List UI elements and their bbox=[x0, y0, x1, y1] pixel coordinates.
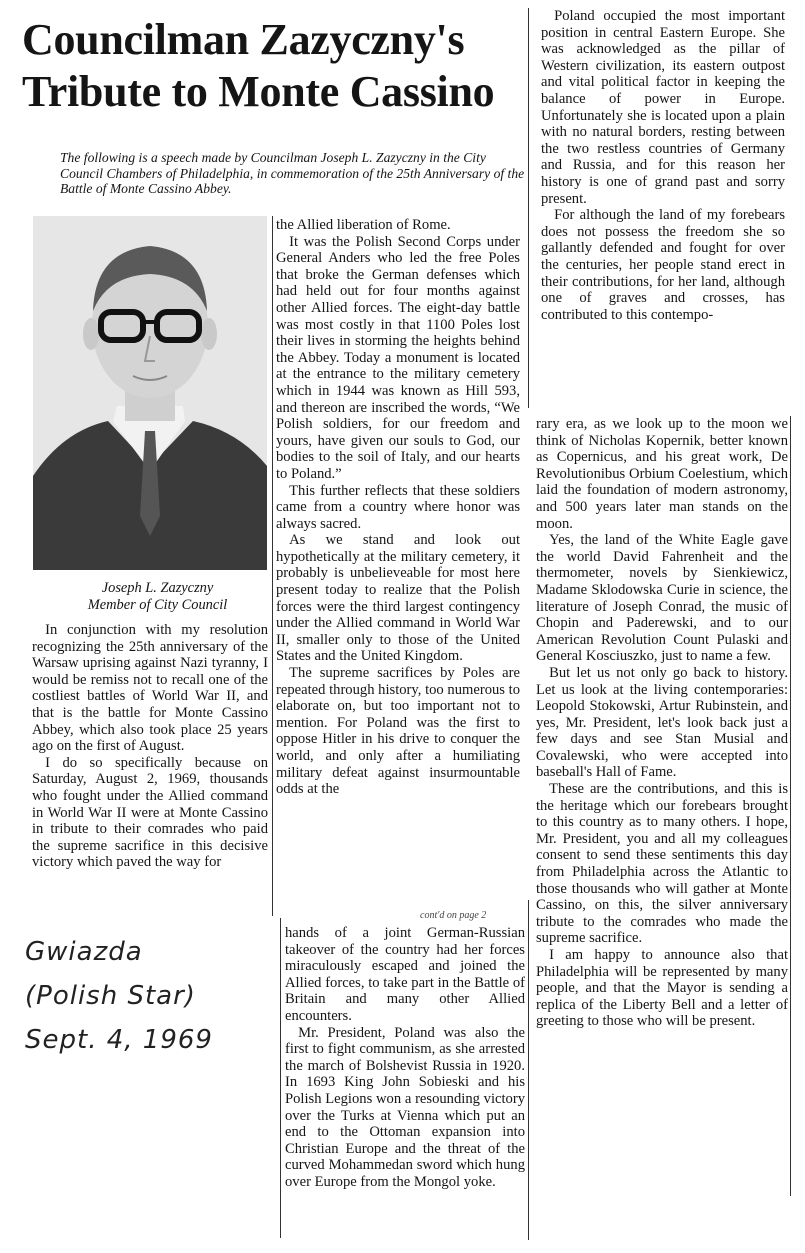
clipping-edge-lower bbox=[280, 918, 281, 1238]
clipping-edge-col-c bbox=[790, 416, 791, 1196]
headline-line-2: Tribute to Monte Cassino bbox=[22, 67, 495, 116]
portrait-photo bbox=[33, 216, 267, 570]
column-b-paragraph: It was the Polish Second Corps under General Anders who led the free Poles that broke the German defenses which had held out for four months against other Allied forces. The eight-day battle was most costly in that 1100 Poles lost their lives in storming the heights behind the Abbey. Today a monument is located at the entrance to the military cemetery which in 1944 was known as Hill 593, and thereon are inscribed the words, “We Polish soldiers, for our freedom and yours, have given our souls to God, our bodies to the soil of Italy, and our hearts to Poland.” bbox=[276, 233, 520, 482]
column-b-lower bbox=[285, 925, 525, 1191]
column-b-paragraph: The supreme sacrifices by Poles are repeated through history, too numerous to elaborate on, but too important not to mention. For Poland was the first to oppose Hitler in his drive to conquer the world, and only after a humiliating military defeat against insurmountable odds at the bbox=[276, 665, 520, 798]
clipping-edge-right bbox=[528, 900, 529, 1240]
column-c-paragraph: For although the land of my forebears does not possess the freedom she so gallantly defended and fought for over the centuries, her people stand erect in their contributions, for her land, although one of graves and crosses, has contributed to this contempo- bbox=[541, 207, 785, 323]
headline-line-1: Councilman Zazyczny's bbox=[22, 15, 465, 64]
intro-paragraph: The following is a speech made by Councilman Joseph L. Zazyczny in the City Council Chambers of Philadelphia, in commemoration of the 25th Anniversary of the Battle of Monte Cassino Abbey. bbox=[60, 150, 525, 196]
column-c-upper bbox=[541, 8, 785, 323]
column-c-lower bbox=[536, 416, 788, 1030]
column-a-paragraph: I do so specifically because on Saturday, August 2, 1969, thousands who fought under the Allied command in World War II were at Monte Cassino in tribute to their comrades who paid the supreme sacrifice in this decisive victory which paved the way for bbox=[32, 754, 268, 871]
caption-name: Joseph L. Zazyczny bbox=[101, 580, 214, 596]
column-b-paragraph: As we stand and look out hypothetically at the military cemetery, it probably is unbelieveable for most here present today to realize that the Polish forces were the third largest contingency under the Allied command in World War II, smaller only to those of the United States and the United Kingdom. bbox=[276, 532, 520, 665]
column-c-lower-paragraph: These are the contributions, and this is the heritage which our forebears brought to this country as to many others. I hope, Mr. President, you and all my colleagues consent to send these sentiments this day from Philadelphia across the Atlantic to those thousands who will gather at Monte Cassino, on this, the silver anniversary tribute to the comrades who made the supreme sacrifice. bbox=[536, 781, 788, 947]
column-b-paragraph: This further reflects that these soldiers came from a country where honor was always sacred. bbox=[276, 482, 520, 532]
column-b-paragraph: the Allied liberation of Rome. bbox=[276, 217, 451, 233]
column-c-lower-paragraph: rary era, as we look up to the moon we think of Nicholas Kopernik, better known as Copernicus, and his great work, De Revolutionibus Orbium Coelestium, which laid the foundation of modern astronomy, and 500 years later man stands on the moon. bbox=[536, 416, 788, 532]
column-rule-right bbox=[528, 8, 529, 408]
caption-title: Member of City Council bbox=[87, 597, 228, 613]
handwritten-note bbox=[25, 930, 255, 1062]
handwritten-line: Sept. 4, 1969 bbox=[25, 1025, 213, 1055]
column-b bbox=[276, 217, 520, 798]
column-rule-middle bbox=[272, 216, 273, 916]
article-headline bbox=[22, 14, 527, 118]
portrait-image bbox=[33, 216, 267, 570]
handwritten-line: (Polish Star) bbox=[25, 981, 196, 1011]
column-b-lower-paragraph: hands of a joint German-Russian takeover of the country had her forces miraculously escaped and joined the Allied forces, to take part in the Battle of Britain and many other Allied encounters. bbox=[285, 925, 525, 1024]
column-b-lower-paragraph: Mr. President, Poland was also the first to fight communism, as she arrested the march of Bolshevist Russia in 1920. In 1693 King John Sobieski and his Polish Legions won a resounding victory over the Turks at Vienna which put an end to the Ottoman expansion into Christian Europe and the threat of the curved Mohammedan sword which hung over Europe from the Mongol yoke. bbox=[285, 1024, 525, 1190]
column-a bbox=[32, 622, 268, 871]
photo-caption bbox=[40, 580, 275, 614]
continued-note: cont'd on page 2 bbox=[420, 910, 487, 921]
column-c-lower-paragraph: But let us not only go back to history. Let us look at the living contemporaries: Leopold Stokowski, Artur Rubinstein, and yes, Mr. President, let's look back just a few days and see Stan Musial and Covalewski, who were accepted into baseball's Hall of Fame. bbox=[536, 664, 788, 781]
column-c-lower-paragraph: Yes, the land of the White Eagle gave the world David Fahrenheit and the thermometer, novels by Sienkiewicz, Madame Sklodowska Curie in science, the literature of Joseph Conrad, the music of Chopin and Paderewski, and to our American Revolution Count Pulaski and General Kosciuszko, just to name a few. bbox=[536, 532, 788, 665]
column-c-paragraph: Poland occupied the most important position in central Eastern Europe. She was acknowledged as the pillar of Western civilization, its eastern outpost and vital political factor in keeping the balance of power in Europe. Unfortunately she is located upon a plain with no natural borders, resting between the two restless countries of Germany and Russia, and for this reason her history is one of grand past and sorry present. bbox=[541, 8, 785, 207]
handwritten-line: Gwiazda bbox=[25, 937, 143, 967]
column-a-paragraph: In conjunction with my resolution recognizing the 25th anniversary of the Warsaw uprising against Nazi tyranny, I would be remiss not to recall one of the costliest battles of World War II, and that is the battle for Monte Cassino Abbey, which also took place 25 years ago on the first of August. bbox=[32, 622, 268, 755]
column-c-lower-paragraph: I am happy to announce also that Philadelphia will be represented by many people, and that the Mayor is sending a replica of the Liberty Bell and a letter of greeting to those who will be present. bbox=[536, 947, 788, 1030]
